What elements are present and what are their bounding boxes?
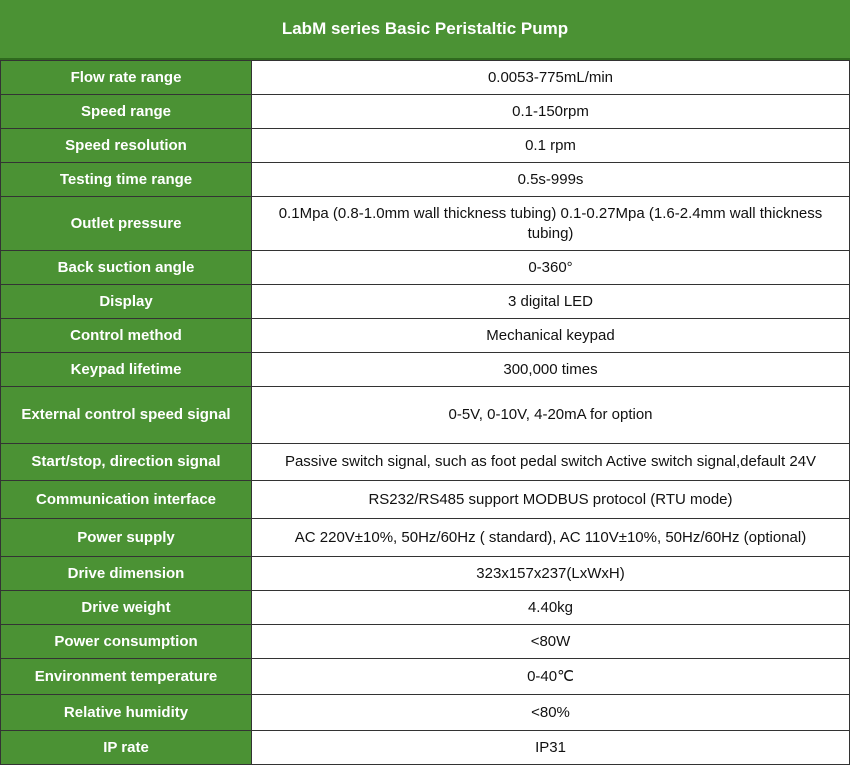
row-label: Control method <box>1 319 252 353</box>
row-value: 0.1Mpa (0.8-1.0mm wall thickness tubing) 0.1-0.27Mpa (1.6-2.4mm wall thickness tubing) <box>252 197 850 251</box>
row-value: 4.40kg <box>252 591 850 625</box>
row-label: Environment temperature <box>1 659 252 695</box>
row-value: 0-360° <box>252 251 850 285</box>
table-row <box>1 625 850 659</box>
row-label: Communication interface <box>1 481 252 519</box>
table-row <box>1 353 850 387</box>
row-value: IP31 <box>252 731 850 765</box>
row-value: RS232/RS485 support MODBUS protocol (RTU mode) <box>252 481 850 519</box>
row-value: 0.0053-775mL/min <box>252 61 850 95</box>
row-label: Speed resolution <box>1 129 252 163</box>
table-row <box>1 129 850 163</box>
table-row <box>1 285 850 319</box>
row-label: Start/stop, direction signal <box>1 444 252 481</box>
row-label: Relative humidity <box>1 695 252 731</box>
row-label: IP rate <box>1 731 252 765</box>
table-row <box>1 591 850 625</box>
row-value: 0-5V, 0-10V, 4-20mA for option <box>252 387 850 444</box>
table-row <box>1 695 850 731</box>
row-value: AC 220V±10%, 50Hz/60Hz ( standard), AC 110V±10%, 50Hz/60Hz (optional) <box>252 519 850 557</box>
row-value: 300,000 times <box>252 353 850 387</box>
table-row <box>1 197 850 251</box>
row-value: 0.1-150rpm <box>252 95 850 129</box>
row-label: Display <box>1 285 252 319</box>
row-label: External control speed signal <box>1 387 252 444</box>
table-row <box>1 519 850 557</box>
row-value: Mechanical keypad <box>252 319 850 353</box>
table-row <box>1 163 850 197</box>
row-value: <80W <box>252 625 850 659</box>
row-label: Flow rate range <box>1 61 252 95</box>
row-label: Power consumption <box>1 625 252 659</box>
table-row <box>1 61 850 95</box>
table-row <box>1 319 850 353</box>
row-label: Keypad lifetime <box>1 353 252 387</box>
row-value: 3 digital LED <box>252 285 850 319</box>
row-label: Power supply <box>1 519 252 557</box>
row-label: Drive weight <box>1 591 252 625</box>
row-value: <80% <box>252 695 850 731</box>
row-value: 0-40℃ <box>252 659 850 695</box>
row-label: Drive dimension <box>1 557 252 591</box>
row-value: 0.5s-999s <box>252 163 850 197</box>
row-value: 323x157x237(LxWxH) <box>252 557 850 591</box>
table-title: LabM series Basic Peristaltic Pump <box>0 0 850 60</box>
table-row <box>1 481 850 519</box>
row-label: Testing time range <box>1 163 252 197</box>
table-row <box>1 557 850 591</box>
table-row <box>1 251 850 285</box>
row-label: Outlet pressure <box>1 197 252 251</box>
row-value: 0.1 rpm <box>252 129 850 163</box>
table-row <box>1 387 850 444</box>
row-value: Passive switch signal, such as foot pedal switch Active switch signal,default 24V <box>252 444 850 481</box>
table-row <box>1 444 850 481</box>
spec-table <box>0 60 850 765</box>
row-label: Back suction angle <box>1 251 252 285</box>
row-label: Speed range <box>1 95 252 129</box>
table-row <box>1 95 850 129</box>
table-row <box>1 659 850 695</box>
table-row <box>1 731 850 765</box>
